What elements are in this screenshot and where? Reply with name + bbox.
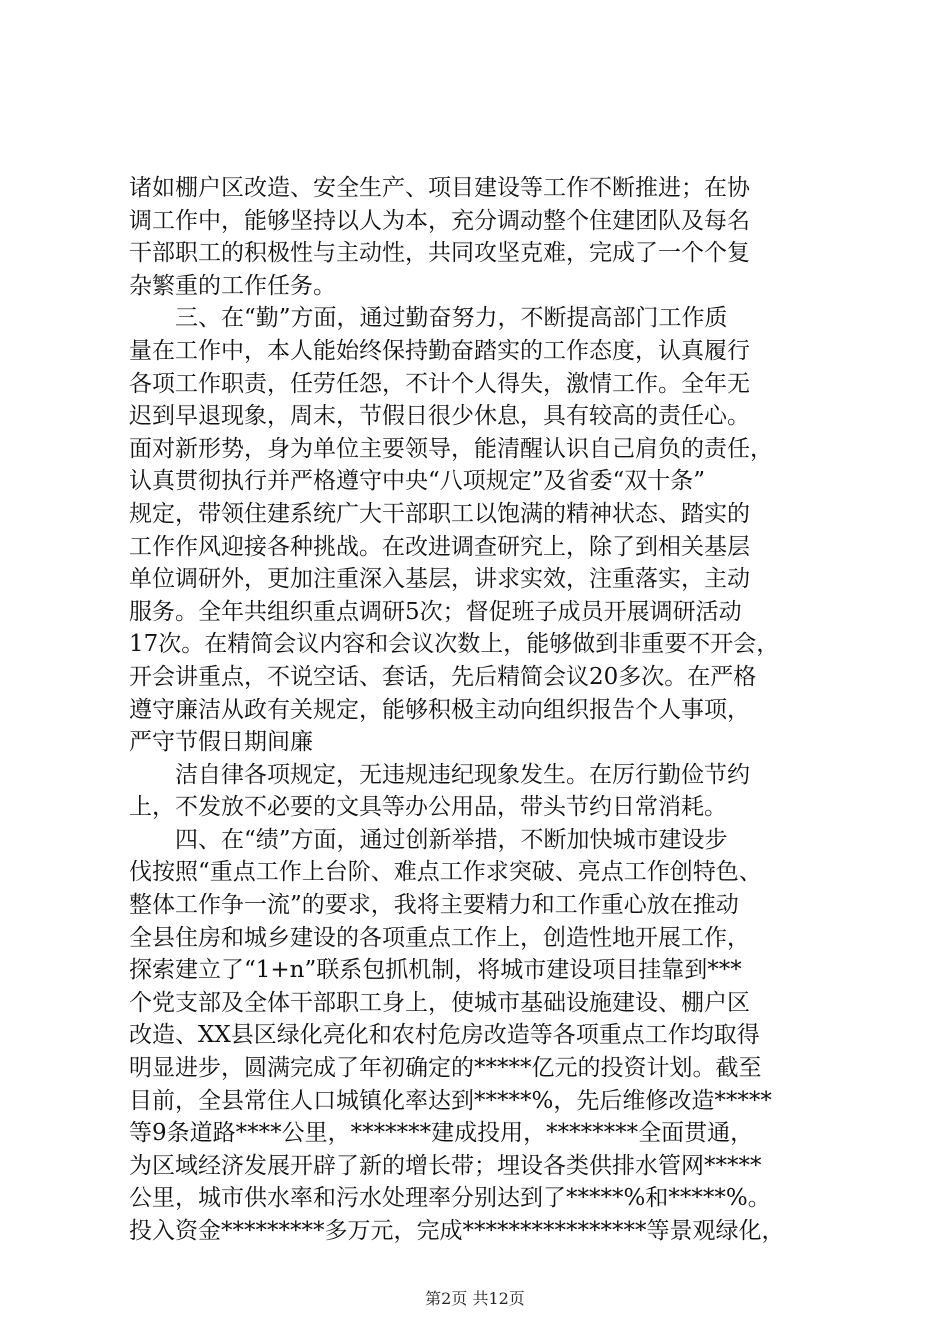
text-line: 等9条道路****公里，*******建成投用，********全面贯通， — [129, 1120, 754, 1147]
text-line: 个党支部及全体干部职工身上，使城市基础设施建设、棚户区 — [129, 989, 750, 1016]
text-line: 整体工作争一流”的要求，我将主要精力和工作重心放在推动 — [129, 892, 739, 919]
text-line: 严守节假日期间廉 — [129, 729, 313, 756]
text-line: 单位调研外，更加注重深入基层，讲求实效，注重落实，主动 — [129, 566, 750, 593]
text-line: 探索建立了“1+n”联系包抓机制，将城市建设项目挂靠到*** — [129, 957, 742, 984]
text-line: 上，不发放不必要的文具等办公用品，带头节约日常消耗。 — [129, 794, 727, 821]
text-line: 公里，城市供水率和污水处理率分别达到了*****%和*****%。 — [129, 1185, 771, 1212]
text-line: 投入资金*********多万元，完成****************等景观绿化， — [129, 1218, 785, 1244]
text-line: 目前，全县常住人口城镇化率达到*****%，先后维修改造***** — [129, 1087, 772, 1114]
text-line: 杂繁重的工作任务。 — [129, 272, 336, 299]
text-line: 量在工作中，本人能始终保持勤奋踏实的工作态度，认真履行 — [129, 337, 750, 364]
text-line: 开会讲重点，不说空话、套话，先后精简会议20多次。在严格 — [129, 663, 757, 690]
text-line: 三、在“勤”方面，通过勤奋努力，不断提高部门工作质 — [175, 305, 728, 332]
text-line: 诸如棚户区改造、安全生产、项目建设等工作不断推进；在协 — [129, 175, 750, 201]
text-line: 工作作风迎接各种挑战。在改进调查研究上，除了到相关基层 — [129, 533, 750, 560]
text-line: 各项工作职责，任劳任怨，不计个人得失，激情工作。全年无 — [129, 370, 750, 397]
text-line: 为区域经济发展开辟了新的增长带；埋设各类供排水管网***** — [129, 1152, 762, 1179]
text-line: 服务。全年共组织重点调研5次；督促班子成员开展调研活动 — [129, 598, 742, 625]
body-text — [129, 172, 835, 1248]
text-line: 明显进步，圆满完成了年初确定的*****亿元的投资计划。截至 — [129, 1055, 762, 1082]
text-line: 全县住房和城乡建设的各项重点工作上，创造性地开展工作， — [129, 924, 750, 951]
text-line: 17次。在精简会议内容和会议次数上，能够做到非重要不开会， — [129, 631, 780, 658]
text-line: 认真贯彻执行并严格遵守中央“八项规定”及省委“双十条” — [129, 468, 706, 495]
text-line: 洁自律各项规定，无违规违纪现象发生。在厉行勤俭节约 — [175, 761, 750, 788]
text-line: 调工作中，能够坚持以人为本，充分调动整个住建团队及每名 — [129, 207, 750, 234]
text-line: 面对新形势，身为单位主要领导，能清醒认识自己肩负的责任， — [129, 435, 773, 462]
text-line: 四、在“绩”方面，通过创新举措，不断加快城市建设步 — [175, 826, 728, 853]
text-line: 干部职工的积极性与主动性，共同攻坚克难，完成了一个个复 — [129, 240, 750, 267]
text-line: 遵守廉洁从政有关规定，能够积极主动向组织报告个人事项， — [129, 696, 750, 723]
text-line: 伐按照“重点工作上台阶、难点工作求突破、亮点工作创特色、 — [129, 859, 762, 886]
text-line: 迟到早退现象，周末，节假日很少休息，具有较高的责任心。 — [129, 403, 750, 430]
page-footer: 第2页 共12页 — [425, 1289, 525, 1308]
text-line: 改造、XX县区绿化亮化和农村危房改造等各项重点工作均取得 — [129, 1022, 760, 1049]
text-line: 规定，带领住建系统广大干部职工以饱满的精神状态、踏实的 — [129, 500, 750, 527]
